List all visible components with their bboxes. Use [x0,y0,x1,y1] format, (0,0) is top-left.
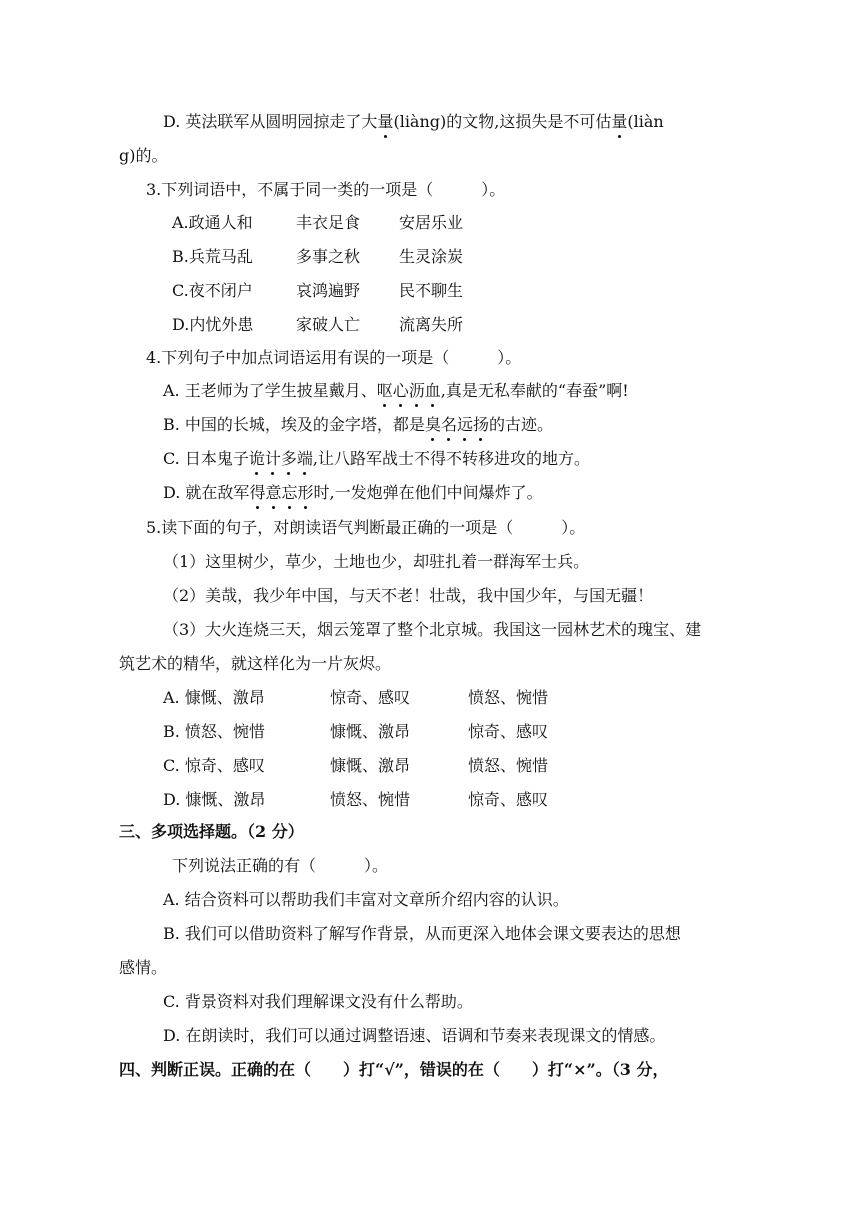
q3-option-a-word3: 安居乐业 [399,213,464,232]
q2-option-d-wrap: g)的。 [119,146,168,165]
q5-option-d-tone1: D. 慷慨、激昂 [163,790,266,809]
q5-option-c-tone3: 愤怒、惋惜 [468,756,549,775]
q5-option-a-tone2: 惊奇、感叹 [330,688,411,707]
q3-option-b-word1: B.兵荒马乱 [172,247,253,266]
q3-option-c-word1: C.夜不闭户 [172,281,253,300]
q5-option-c-tone2: 慷慨、激昂 [330,756,411,775]
q4-option-c: C. 日本鬼子诡计多端,让八路军战士不得不转移进攻的地方。 [163,449,591,468]
section-3-option-d: D. 在朗读时，我们可以通过调整语速、语调和节奏来表现课文的情感。 [163,1026,666,1045]
section-3-heading: 三、多项选择题。（2 分） [119,822,304,841]
section-3-stem: 下列说法正确的有（ ）。 [172,856,389,875]
q4-option-b: B. 中国的长城，埃及的金字塔，都是臭名远扬的古迹。 [163,415,554,434]
q5-option-c-tone1: C. 惊奇、感叹 [163,756,265,775]
q5-stem: 5.读下面的句子，对朗读语气判断最正确的一项是（ ）。 [146,518,586,537]
q4-option-a: A. 王老师为了学生披星戴月、呕心沥血,真是无私奉献的“春蚕”啊! [163,381,629,400]
q5-option-a-tone1: A. 慷慨、激昂 [163,688,265,707]
q3-option-a-word2: 丰衣足食 [296,213,361,232]
q3-option-c-word3: 民不聊生 [399,281,464,300]
section-3-option-a: A. 结合资料可以帮助我们丰富对文章所介绍内容的认识。 [163,890,569,909]
section-3-option-b: B. 我们可以借助资料了解写作背景，从而更深入地体会课文要表达的思想 [163,924,681,943]
q3-option-b-word3: 生灵涂炭 [399,247,464,266]
q5-option-b-tone1: B. 愤怒、惋惜 [163,722,265,741]
q5-sentence-2: （2）美哉，我少年中国，与天不老！壮哉，我中国少年，与国无疆！ [163,586,654,605]
section-3-option-b-wrap: 感情。 [119,958,168,977]
section-3-option-c: C. 背景资料对我们理解课文没有什么帮助。 [163,992,473,1011]
q5-option-a-tone3: 愤怒、惋惜 [468,688,549,707]
q4-stem: 4.下列句子中加点词语运用有误的一项是（ ）。 [146,348,522,367]
q3-option-c-word2: 哀鸿遍野 [296,281,361,300]
q4-option-d: D. 就在敌军得意忘形时,一发炮弹在他们中间爆炸了。 [163,483,543,502]
q3-stem: 3.下列词语中，不属于同一类的一项是（ ）。 [146,180,506,199]
section-4-heading: 四、判断正误。正确的在（ ）打“√”，错误的在（ ）打“×”。（3 分， [119,1060,669,1079]
q3-option-a-word1: A.政通人和 [172,213,253,232]
q5-sentence-3-wrap: 筑艺术的精华，就这样化为一片灰烬。 [119,654,392,673]
q5-option-d-tone3: 惊奇、感叹 [468,790,549,809]
q5-option-b-tone3: 惊奇、感叹 [468,722,549,741]
q5-option-b-tone2: 慷慨、激昂 [330,722,411,741]
q2-option-d: D. 英法联军从圆明园掠走了大量(liàng)的文物,这损失是不可估量(liàn [163,112,664,131]
q5-option-d-tone2: 愤怒、惋惜 [330,790,411,809]
q3-option-d-word2: 家破人亡 [296,315,361,334]
q5-sentence-3: （3）大火连烧三天，烟云笼罩了整个北京城。我国这一园林艺术的瑰宝、建 [163,620,702,639]
q5-sentence-1: （1）这里树少，草少，土地也少，却驻扎着一群海军士兵。 [163,552,590,571]
q3-option-b-word2: 多事之秋 [296,247,361,266]
q3-option-d-word3: 流离失所 [399,315,464,334]
q3-option-d-word1: D.内忧外患 [172,315,254,334]
